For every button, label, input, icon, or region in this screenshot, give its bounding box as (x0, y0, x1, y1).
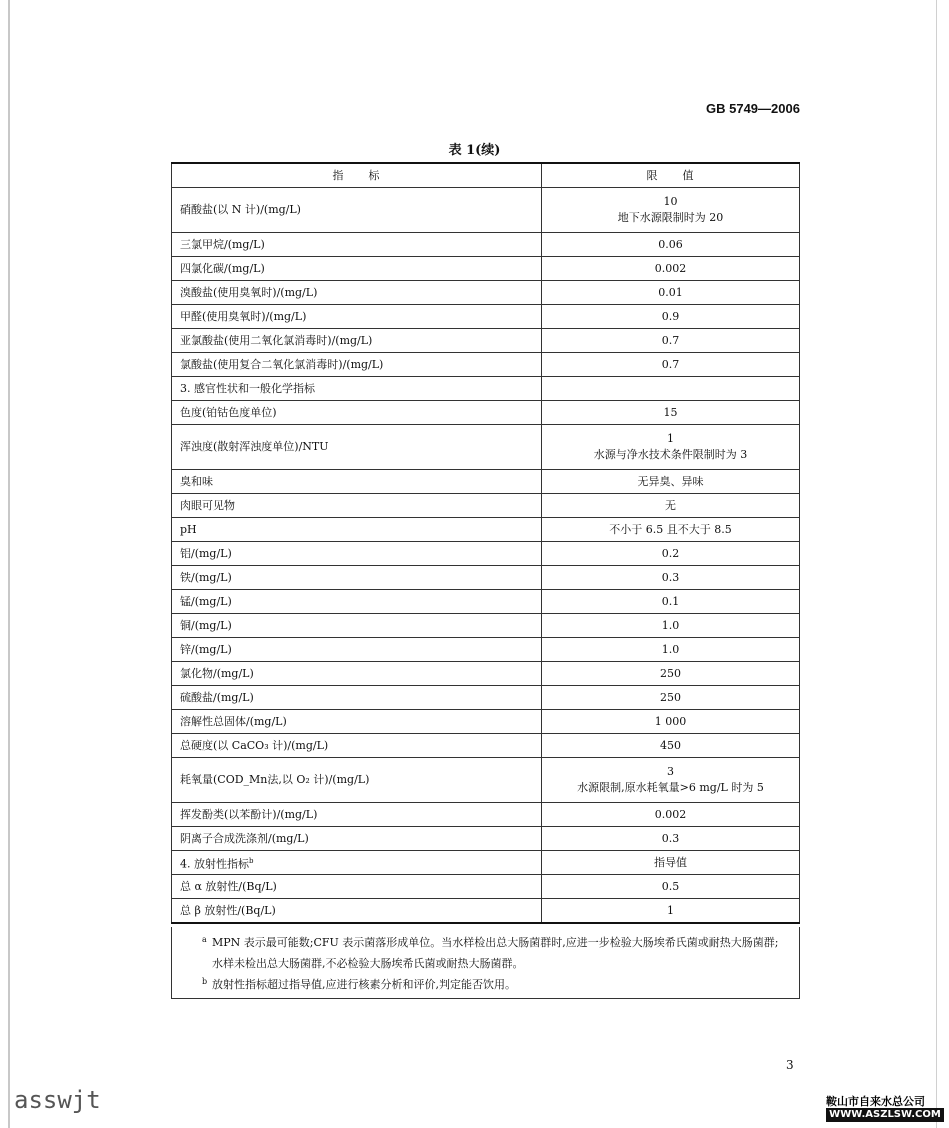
limit-cell (542, 233, 800, 257)
limit-value: 不小于 6.5 且不大于 8.5 (609, 522, 732, 536)
table-row (172, 638, 800, 662)
limit-cell (542, 638, 800, 662)
limit-cell (542, 542, 800, 566)
table-row (172, 662, 800, 686)
limit-value: 450 (660, 738, 681, 752)
limit-value: 0.7 (661, 333, 680, 347)
indicator-cell: 溶解性总固体/(mg/L) (172, 710, 542, 734)
table-row (172, 803, 800, 827)
limit-value: 0.3 (661, 570, 680, 584)
indicator-cell: 臭和味 (172, 470, 542, 494)
indicator-cell: 溴酸盐(使用臭氧时)/(mg/L) (172, 281, 542, 305)
table-row (172, 233, 800, 257)
limit-value: 0.002 (654, 807, 687, 821)
limit-value: 0.2 (661, 546, 680, 560)
indicator-cell: 阴离子合成洗涤剂/(mg/L) (172, 827, 542, 851)
section-label: 4. 放射性指标 (180, 857, 249, 871)
limit-value: 15 (663, 405, 678, 419)
table-row (172, 518, 800, 542)
limit-value: 0.1 (661, 594, 680, 608)
indicator-cell: 氯酸盐(使用复合二氧化氯消毒时)/(mg/L) (172, 353, 542, 377)
table-body (172, 188, 800, 924)
table-row (172, 734, 800, 758)
limit-value: 3 (667, 765, 674, 778)
table-row (172, 494, 800, 518)
header-limit: 限 值 (542, 163, 800, 188)
limit-value: 1 (667, 432, 674, 445)
limit-value: 无 (665, 498, 676, 512)
limit-value: 0.7 (661, 357, 680, 371)
limit-cell (542, 470, 800, 494)
table-row (172, 353, 800, 377)
table-row (172, 566, 800, 590)
table-row (172, 758, 800, 803)
table-row (172, 542, 800, 566)
table-row (172, 827, 800, 851)
indicator-cell: 铁/(mg/L) (172, 566, 542, 590)
section-label: 3. 感官性状和一般化学指标 (180, 381, 315, 395)
footnotes (171, 927, 800, 999)
indicator-cell: 四氯化碳/(mg/L) (172, 257, 542, 281)
table-row (172, 590, 800, 614)
indicator-cell: 甲醛(使用臭氧时)/(mg/L) (172, 305, 542, 329)
table-row (172, 188, 800, 233)
limit-value: 0.3 (661, 831, 680, 845)
watermark-text: asswjt (14, 1086, 101, 1114)
limit-cell (542, 566, 800, 590)
indicator-cell: 总 β 放射性/(Bq/L) (172, 899, 542, 924)
limit-note: 地下水源限制时为 20 (617, 211, 724, 224)
limit-value: 1 (667, 903, 674, 917)
indicator-cell: 总 α 放射性/(Bq/L) (172, 875, 542, 899)
indicator-cell: 色度(铂钴色度单位) (172, 401, 542, 425)
limit-cell (542, 305, 800, 329)
limit-cell (542, 518, 800, 542)
indicator-cell: 浑浊度(散射浑浊度单位)/NTU (172, 425, 542, 470)
indicator-cell: 铜/(mg/L) (172, 614, 542, 638)
section-limit (542, 377, 800, 401)
limit-cell (542, 875, 800, 899)
footnote-ref: b (249, 856, 254, 865)
limit-cell (542, 590, 800, 614)
header-indicator: 指 标 (172, 163, 542, 188)
section-row (172, 377, 800, 401)
indicator-cell: 铝/(mg/L) (172, 542, 542, 566)
limit-cell (542, 710, 800, 734)
limit-cell (542, 803, 800, 827)
indicator-cell: 硫酸盐/(mg/L) (172, 686, 542, 710)
scan-border-right (936, 0, 937, 1128)
indicator-cell: 亚氯酸盐(使用二氧化氯消毒时)/(mg/L) (172, 329, 542, 353)
footnote-text: 放射性指标超过指导值,应进行核素分析和评价,判定能否饮用。 (212, 978, 516, 991)
indicator-cell: pH (172, 518, 542, 542)
table-title: 表 1(续) (448, 143, 501, 158)
table-row (172, 875, 800, 899)
table-row (172, 470, 800, 494)
limit-cell (542, 827, 800, 851)
limit-cell (542, 614, 800, 638)
table-row (172, 305, 800, 329)
table-row (172, 899, 800, 924)
limit-cell (542, 425, 800, 470)
limit-value: 1 000 (654, 714, 687, 728)
corner-logo-title: 鞍山市自来水总公司 (826, 1095, 925, 1108)
footnote-mark: a (202, 935, 207, 944)
table-row (172, 425, 800, 470)
limit-cell (542, 662, 800, 686)
indicator-cell: 肉眼可见物 (172, 494, 542, 518)
table-row (172, 614, 800, 638)
table-row (172, 710, 800, 734)
indicator-cell: 挥发酚类(以苯酚计)/(mg/L) (172, 803, 542, 827)
limit-value: 0.06 (658, 237, 683, 251)
indicator-cell: 耗氧量(COD_Mn法,以 O₂ 计)/(mg/L) (172, 758, 542, 803)
limit-cell (542, 401, 800, 425)
indicator-cell: 三氯甲烷/(mg/L) (172, 233, 542, 257)
scan-border-left (8, 0, 10, 1128)
table-header-row (172, 163, 800, 188)
limit-value: 0.01 (658, 285, 683, 299)
table-row (172, 257, 800, 281)
section-row (172, 851, 800, 875)
limit-cell (542, 257, 800, 281)
limit-cell (542, 353, 800, 377)
limit-cell (542, 329, 800, 353)
indicator-cell: 氯化物/(mg/L) (172, 662, 542, 686)
footnote-text: MPN 表示最可能数;CFU 表示菌落形成单位。当水样检出总大肠菌群时,应进一步检验大肠埃希氏菌或耐热大肠菌群;水样未检出总大肠菌群,不必检验大肠埃希氏菌或耐热大肠菌群。 (212, 936, 779, 970)
limit-value: 250 (660, 690, 681, 704)
limit-value: 1.0 (661, 618, 680, 632)
limit-value: 1.0 (661, 642, 680, 656)
limit-value: 0.002 (654, 261, 687, 275)
limit-value: 无异臭、异味 (637, 474, 704, 488)
indicator-cell: 硝酸盐(以 N 计)/(mg/L) (172, 188, 542, 233)
footnote-b (202, 974, 789, 995)
water-quality-table (171, 162, 800, 924)
limit-value: 0.9 (661, 309, 680, 323)
corner-logo-url[interactable]: WWW.ASZLSW.COM (826, 1108, 944, 1122)
table-row (172, 686, 800, 710)
table-row (172, 329, 800, 353)
limit-cell (542, 899, 800, 924)
table-row (172, 281, 800, 305)
indicator-cell: 总硬度(以 CaCO₃ 计)/(mg/L) (172, 734, 542, 758)
table-row (172, 401, 800, 425)
limit-note: 水源限制,原水耗氧量>6 mg/L 时为 5 (577, 781, 764, 794)
indicator-cell: 锰/(mg/L) (172, 590, 542, 614)
limit-cell (542, 734, 800, 758)
limit-value: 0.5 (661, 879, 680, 893)
limit-cell (542, 686, 800, 710)
limit-note: 水源与净水技术条件限制时为 3 (593, 448, 748, 461)
footnote-a (202, 932, 789, 974)
footnote-mark: b (202, 977, 208, 986)
limit-cell (542, 494, 800, 518)
standard-number: GB 5749—2006 (706, 101, 800, 116)
limit-value: 10 (663, 195, 678, 208)
limit-value: 250 (660, 666, 681, 680)
section-limit: 指导值 (542, 851, 800, 875)
limit-cell (542, 188, 800, 233)
limit-cell (542, 758, 800, 803)
section-title (172, 851, 542, 875)
page-number: 3 (786, 1058, 794, 1072)
limit-cell (542, 281, 800, 305)
indicator-cell: 锌/(mg/L) (172, 638, 542, 662)
section-title (172, 377, 542, 401)
